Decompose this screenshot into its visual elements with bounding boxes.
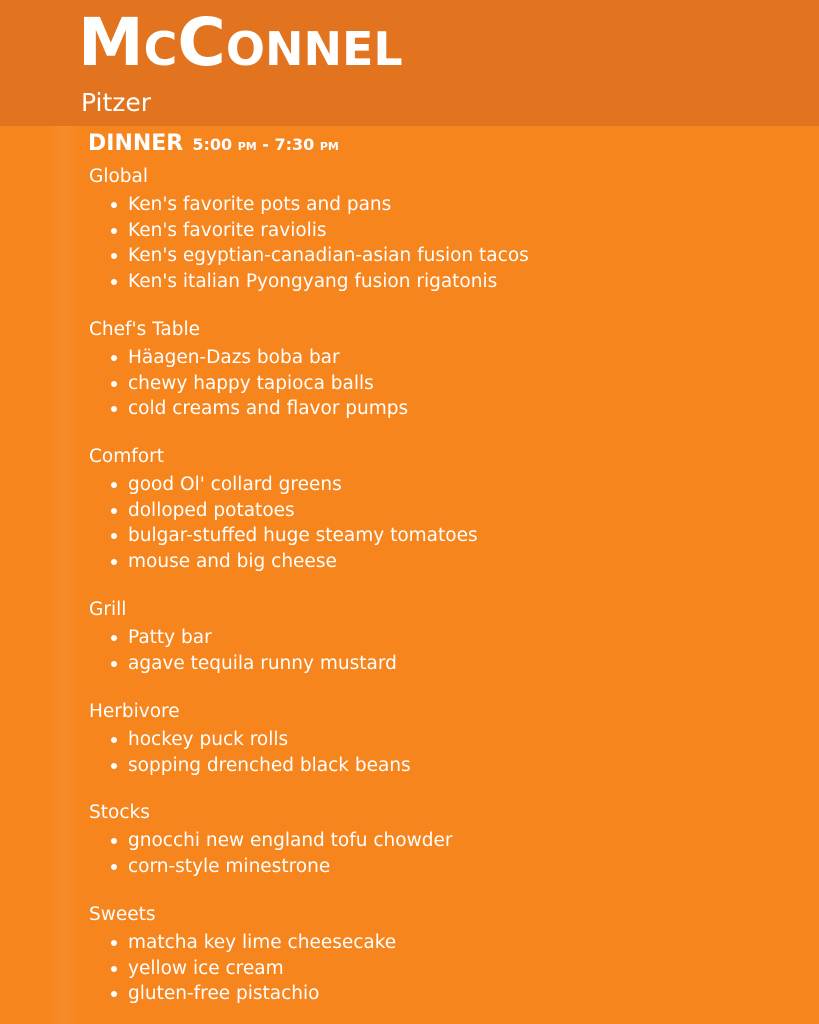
menu-item [89,828,452,854]
station-chefs-table [89,318,408,422]
bullet-icon [111,228,117,234]
bullet-icon [111,737,117,743]
bullet-icon [111,508,117,514]
bullet-icon [111,966,117,972]
bullet-icon [111,381,117,387]
station-global [89,165,529,294]
station-items [89,345,408,422]
bullet-icon [111,355,117,361]
menu-item [89,345,408,371]
left-edge-shading [48,126,82,1024]
station-items [89,727,411,778]
bullet-icon [111,763,117,769]
station-name: Herbivore [89,701,180,722]
menu-item-label: matcha key lime cheesecake [128,932,397,953]
bullet-icon [111,635,117,641]
menu-item [89,192,529,218]
menu-item-label: gnocchi new england tofu chowder [128,830,453,851]
menu-item-label: bulgar-stuffed huge steamy tomatoes [128,525,478,546]
menu-item [89,371,408,397]
meal-title: DINNER [88,131,184,156]
station-name: Grill [89,599,127,620]
bullet-icon [111,253,117,259]
menu-item-label: Patty bar [128,627,212,648]
menu-item-label: Ken's favorite raviolis [128,219,327,241]
bullet-icon [111,661,117,667]
station-name: Chef's Table [89,319,200,340]
dining-hall-name: McConnel [78,4,403,81]
bullet-icon [111,482,117,488]
meal-hours: 5:00 pm - 7:30 pm [192,135,339,154]
menu-item-label: Ken's italian Pyongyang fusion rigatonis [128,270,498,292]
menu-item-label: chewy happy tapioca balls [128,372,374,394]
menu-item-label: Ken's favorite pots and pans [128,194,392,215]
bullet-icon [111,406,117,412]
menu-item [89,753,411,779]
bullet-icon [111,940,117,946]
menu-item [89,727,411,753]
station-name: Comfort [89,446,164,467]
bullet-icon [111,279,117,285]
menu-item-label: hockey puck rolls [128,729,289,750]
menu-item [89,625,397,651]
meal-header [88,130,339,159]
menu-item-label: dolloped potatoes [128,499,295,521]
bullet-icon [111,991,117,997]
menu-item-label: Ken's egyptian-canadian-asian fusion tacos [128,245,529,266]
menu-item-label: gluten-free pistachio [128,983,320,1004]
menu-item [89,498,478,524]
station-items [89,828,452,879]
bullet-icon [111,559,117,565]
menu-item [89,523,478,549]
college-name: Pitzer [81,88,152,117]
menu-item [89,218,529,244]
menu-item [89,243,529,269]
bullet-icon [111,838,117,844]
menu-item-label: cold creams and flavor pumps [128,398,409,419]
menu-item-label: agave tequila runny mustard [128,652,397,674]
station-herbivore [89,700,411,778]
station-sweets [89,903,396,1007]
station-items [89,930,396,1007]
station-items [89,472,478,574]
menu-item [89,981,396,1007]
menu-item-label: sopping drenched black beans [128,754,411,776]
menu-item-label: good Ol' collard greens [128,474,342,495]
station-name: Stocks [89,802,150,823]
station-stocks [89,801,452,879]
header-bar [0,0,819,126]
menu-item [89,854,452,880]
menu-item-label: corn-style minestrone [128,855,331,877]
menu-item-label: mouse and big cheese [128,550,337,572]
menu-item [89,956,396,982]
menu-item [89,472,478,498]
bullet-icon [111,202,117,208]
menu-item [89,396,408,422]
bullet-icon [111,864,117,870]
menu-item-label: yellow ice cream [128,957,284,979]
bullet-icon [111,533,117,539]
station-items [89,625,397,676]
station-comfort [89,445,478,574]
station-name: Global [89,166,149,187]
menu-item [89,651,397,677]
menu-item [89,930,396,956]
menu-item [89,549,478,575]
menu-item-label: Häagen-Dazs boba bar [128,347,340,368]
station-name: Sweets [89,904,156,925]
station-items [89,192,529,294]
station-grill [89,598,397,676]
menu-item [89,269,529,295]
